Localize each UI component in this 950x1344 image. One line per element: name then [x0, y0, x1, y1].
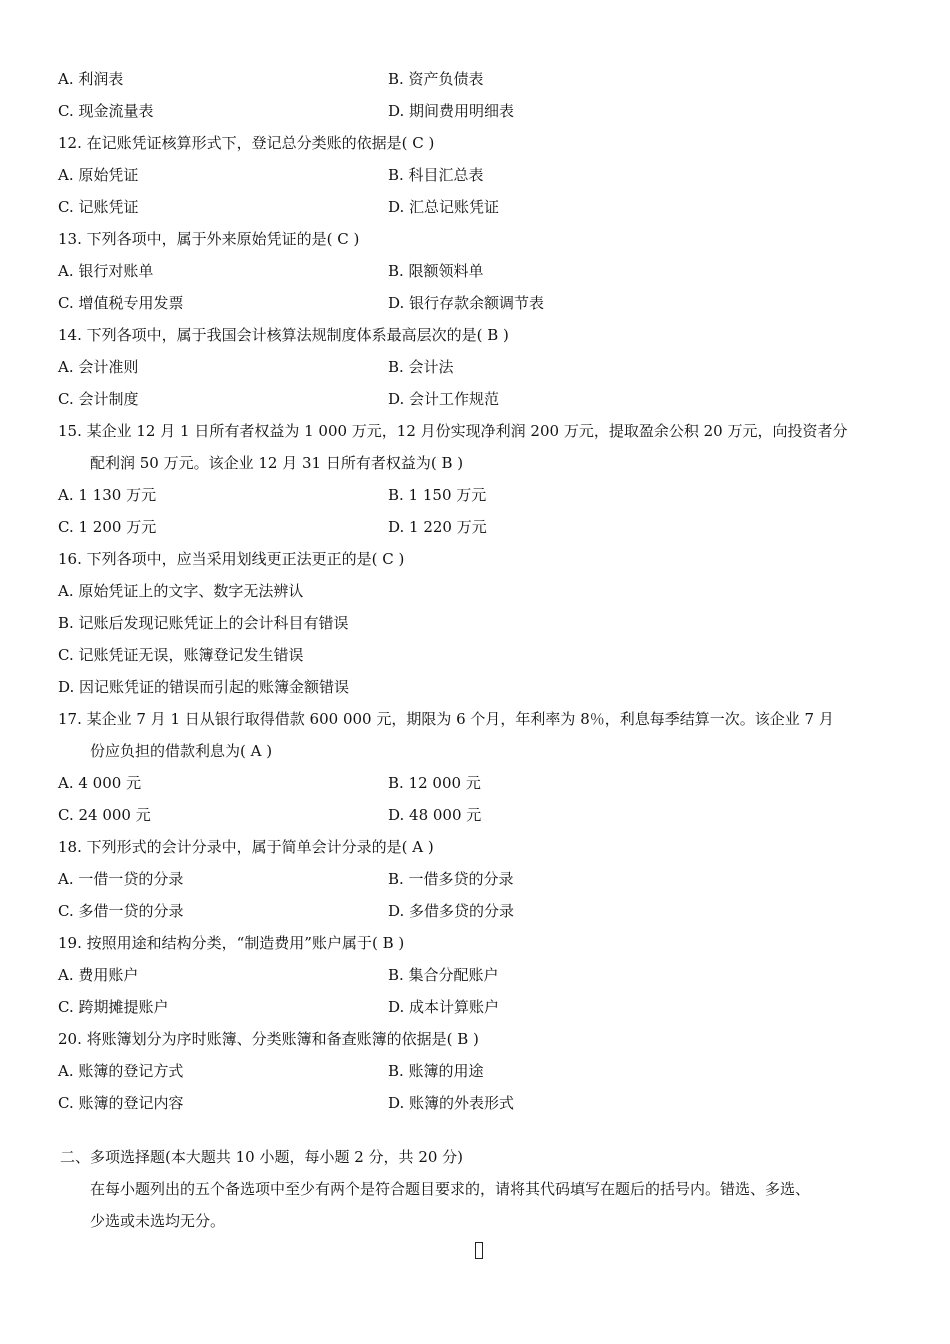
option-text: A. 利润表 — [58, 70, 124, 88]
option-text: B. 科目汇总表 — [388, 166, 484, 184]
options-row — [58, 863, 898, 895]
options-row — [58, 255, 898, 287]
question-stem: 12. 在记账凭证核算形式下，登记总分类账的依据是( C ) — [58, 134, 435, 152]
option-text: B. 一借多贷的分录 — [388, 870, 514, 888]
option-text: C. 记账凭证无误，账簿登记发生错误 — [58, 646, 304, 664]
question-stem: 19. 按照用途和结构分类，“制造费用”账户属于( B ) — [58, 934, 405, 952]
option-text: A. 原始凭证 — [58, 166, 139, 184]
options-row — [58, 799, 898, 831]
options-row — [58, 159, 898, 191]
question-stem-continued: 份应负担的借款利息为( A ) — [90, 742, 273, 760]
option-text: B. 12 000 元 — [388, 774, 481, 792]
options-row — [58, 511, 898, 543]
page-marker-icon — [475, 1242, 483, 1259]
option-text: D. 汇总记账凭证 — [388, 198, 500, 216]
options-row — [58, 479, 898, 511]
option-text: D. 1 220 万元 — [388, 518, 487, 536]
option-text: C. 记账凭证 — [58, 198, 139, 216]
option-text: B. 账簿的用途 — [388, 1062, 484, 1080]
section-spacer — [58, 1119, 898, 1141]
option-text: A. 1 130 万元 — [58, 486, 157, 504]
section-title: 二、多项选择题(本大题共 10 小题，每小题 2 分，共 20 分) — [60, 1148, 464, 1166]
option-text: D. 因记账凭证的错误而引起的账簿金额错误 — [58, 678, 350, 696]
q11-options-row-2 — [58, 95, 898, 127]
option-text: A. 原始凭证上的文字、数字无法辨认 — [58, 582, 304, 600]
option-text: B. 1 150 万元 — [388, 486, 487, 504]
question-stem: 17. 某企业 7 月 1 日从银行取得借款 600 000 元，期限为 6 个月，年利率为 8％，利息每季结算一次。该企业 7 月 — [58, 710, 834, 728]
options-row — [58, 1055, 898, 1087]
question-stem: 16. 下列各项中，应当采用划线更正法更正的是( C ) — [58, 550, 405, 568]
option-text: C. 会计制度 — [58, 390, 139, 408]
option-text: C. 1 200 万元 — [58, 518, 157, 536]
question-stem-continued: 配利润 50 万元。该企业 12 月 31 日所有者权益为( B ) — [90, 454, 464, 472]
options-row — [58, 383, 898, 415]
q11-options-row-1 — [58, 63, 898, 95]
option-text: C. 增值税专用发票 — [58, 294, 184, 312]
option-text: A. 费用账户 — [58, 966, 139, 984]
option-text: D. 多借多贷的分录 — [388, 902, 515, 920]
option-text: A. 一借一贷的分录 — [58, 870, 184, 888]
section-instruction-continued: 少选或未选均无分。 — [90, 1212, 226, 1230]
option-text: B. 集合分配账户 — [388, 966, 499, 984]
option-text: B. 限额领料单 — [388, 262, 484, 280]
option-text: C. 24 000 元 — [58, 806, 151, 824]
question-stem: 14. 下列各项中，属于我国会计核算法规制度体系最高层次的是( B ) — [58, 326, 509, 344]
section-instruction: 在每小题列出的五个备选项中至少有两个是符合题目要求的，请将其代码填写在题后的括号内。错选、多选、 — [90, 1180, 811, 1198]
question-stem: 20. 将账簿划分为序时账簿、分类账簿和备查账簿的依据是( B ) — [58, 1030, 479, 1048]
question-stem: 18. 下列形式的会计分录中，属于简单会计分录的是( A ) — [58, 838, 434, 856]
option-text: D. 银行存款余额调节表 — [388, 294, 545, 312]
options-row — [58, 1087, 898, 1119]
options-row — [58, 895, 898, 927]
option-text: A. 账簿的登记方式 — [58, 1062, 184, 1080]
option-text: B. 资产负债表 — [388, 70, 484, 88]
question-stem: 13. 下列各项中，属于外来原始凭证的是( C ) — [58, 230, 360, 248]
options-row — [58, 959, 898, 991]
option-text: C. 现金流量表 — [58, 102, 154, 120]
option-text: A. 银行对账单 — [58, 262, 154, 280]
options-row — [58, 767, 898, 799]
option-text: D. 48 000 元 — [388, 806, 482, 824]
exam-content — [58, 63, 898, 1237]
options-row — [58, 351, 898, 383]
options-row — [58, 991, 898, 1023]
option-text: B. 记账后发现记账凭证上的会计科目有错误 — [58, 614, 349, 632]
option-text: A. 4 000 元 — [58, 774, 142, 792]
options-row — [58, 287, 898, 319]
option-text: C. 跨期摊提账户 — [58, 998, 169, 1016]
option-text: B. 会计法 — [388, 358, 454, 376]
question-stem: 15. 某企业 12 月 1 日所有者权益为 1 000 万元，12 月份实现净利润 200 万元，提取盈余公积 20 万元，向投资者分 — [58, 422, 848, 440]
option-text: D. 期间费用明细表 — [388, 102, 515, 120]
option-text: C. 账簿的登记内容 — [58, 1094, 184, 1112]
option-text: D. 会计工作规范 — [388, 390, 500, 408]
option-text: D. 成本计算账户 — [388, 998, 500, 1016]
option-text: D. 账簿的外表形式 — [388, 1094, 515, 1112]
options-row — [58, 191, 898, 223]
option-text: A. 会计准则 — [58, 358, 139, 376]
option-text: C. 多借一贷的分录 — [58, 902, 184, 920]
